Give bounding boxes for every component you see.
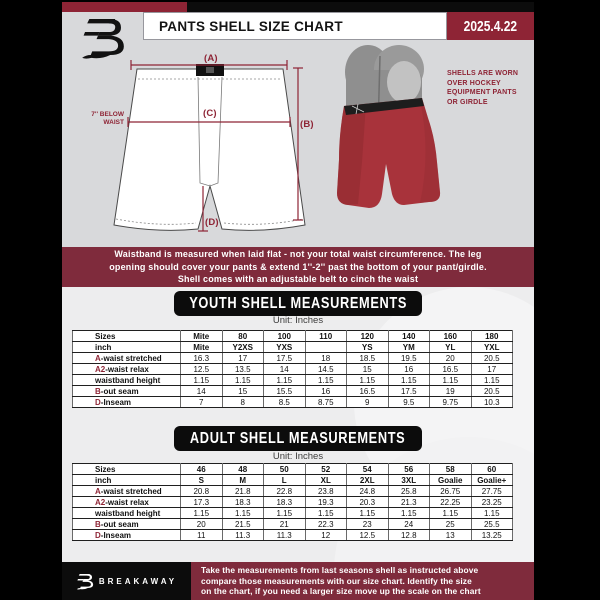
info-banner	[62, 247, 534, 287]
text-line: WAIST	[103, 119, 124, 126]
table-cell: 14.5	[305, 364, 347, 375]
table-cell: 23.8	[305, 486, 347, 497]
table-row	[73, 508, 513, 519]
table-cell: YXS	[264, 342, 306, 353]
table-cell: 13.5	[222, 364, 264, 375]
table-row	[73, 475, 513, 486]
table-row	[73, 331, 513, 342]
table-cell: 1.15	[388, 508, 430, 519]
diagram-section	[62, 40, 534, 247]
table-row	[73, 364, 513, 375]
table-cell: 8	[222, 397, 264, 408]
table-cell: YM	[388, 342, 430, 353]
label-B: (B)	[300, 119, 314, 130]
label-A: (A)	[204, 53, 218, 64]
table-cell: YXL	[471, 342, 513, 353]
table-cell: 12.8	[388, 530, 430, 541]
row-label: Sizes	[73, 331, 181, 342]
table-cell: 12.5	[181, 364, 223, 375]
table-cell: 9	[347, 397, 389, 408]
table-cell: 21.3	[388, 497, 430, 508]
text-line: OR GIRDLE	[447, 98, 488, 106]
table-cell: 21.8	[222, 486, 264, 497]
table-cell: 16	[305, 386, 347, 397]
table-cell: 21.5	[222, 519, 264, 530]
table-cell: 20.5	[471, 353, 513, 364]
table-cell: 17	[222, 353, 264, 364]
table-cell: Goalie+	[471, 475, 513, 486]
table-cell: 25.8	[388, 486, 430, 497]
table-cell: 23.25	[471, 497, 513, 508]
table-cell: 52	[305, 464, 347, 475]
table-cell: 140	[388, 331, 430, 342]
table-cell: Goalie	[430, 475, 472, 486]
adult-heading-text: ADULT SHELL MEASUREMENTS	[190, 429, 406, 447]
table-cell: S	[181, 475, 223, 486]
table-cell: 22.3	[305, 519, 347, 530]
text-line: compare those measurements with our size chart. Identify the size	[201, 575, 472, 586]
row-label: A-waist stretched	[73, 353, 181, 364]
table-cell: 10.3	[471, 397, 513, 408]
page-title-text: PANTS SHELL SIZE CHART	[159, 18, 343, 34]
table-cell: 160	[430, 331, 472, 342]
table-cell: 20.5	[471, 386, 513, 397]
table-cell: 11.3	[264, 530, 306, 541]
text-line: opening should cover your pants & extend 1''-2'' past the bottom of your pant/girdle.	[109, 261, 487, 272]
table-cell: 54	[347, 464, 389, 475]
table-cell: 56	[388, 464, 430, 475]
table-cell: 20	[181, 519, 223, 530]
table-cell: M	[222, 475, 264, 486]
label-C: (C)	[203, 108, 217, 119]
table-cell: 8.5	[264, 397, 306, 408]
adult-unit-label: Unit: Inches	[272, 451, 324, 462]
text-line: on the chart, if you need a larger size move up the scale on the chart	[201, 586, 481, 597]
accent-letter: B	[95, 519, 101, 529]
table-cell: 25	[430, 519, 472, 530]
table-cell: 80	[222, 331, 264, 342]
table-cell: 22.8	[264, 486, 306, 497]
accent-letter: B	[95, 386, 101, 396]
table-cell: 60	[471, 464, 513, 475]
header-bar	[62, 12, 534, 40]
youth-measurements-table	[72, 330, 513, 408]
table-cell: 24.8	[347, 486, 389, 497]
table-cell: 17	[471, 364, 513, 375]
row-label: D-Inseam	[73, 530, 181, 541]
table-cell: 18.3	[264, 497, 306, 508]
table-cell: 27.75	[471, 486, 513, 497]
row-label: A2-waist relax	[73, 364, 181, 375]
table-cell: 46	[181, 464, 223, 475]
breakaway-b-icon	[76, 572, 94, 590]
label-D: (D)	[205, 217, 219, 228]
text-line: Take the measurements from last seasons shell as instructed above	[201, 564, 479, 575]
table-cell: 15.5	[264, 386, 306, 397]
text-line: Waistband is measured when laid flat - not your total waist circumference. The leg	[114, 249, 482, 260]
table-cell: 20.8	[181, 486, 223, 497]
table-cell: Mite	[181, 342, 223, 353]
brand-name: BREAKAWAY	[98, 576, 178, 586]
row-label: A-waist stretched	[73, 486, 181, 497]
below-waist-note	[84, 111, 124, 127]
row-label: inch	[73, 342, 181, 353]
table-cell: 1.15	[305, 375, 347, 386]
table-cell: 17.5	[264, 353, 306, 364]
table-cell: 180	[471, 331, 513, 342]
table-cell: 3XL	[388, 475, 430, 486]
table-cell: 1.15	[222, 375, 264, 386]
table-cell: 22.25	[430, 497, 472, 508]
shell-note	[447, 69, 527, 107]
table-cell: 1.15	[264, 375, 306, 386]
table-cell: 11.3	[222, 530, 264, 541]
table-cell: 1.15	[347, 508, 389, 519]
table-cell: 15	[222, 386, 264, 397]
table-cell: 12	[305, 530, 347, 541]
table-row	[73, 397, 513, 408]
table-cell: 19.5	[388, 353, 430, 364]
youth-heading-text: YOUTH SHELL MEASUREMENTS	[189, 294, 407, 312]
accent-letter: A	[95, 353, 101, 363]
text-line: EQUIPMENT PANTS	[447, 89, 517, 96]
table-cell: 1.15	[222, 508, 264, 519]
table-row	[73, 530, 513, 541]
row-label: D-Inseam	[73, 397, 181, 408]
table-cell: 7	[181, 397, 223, 408]
table-cell: 48	[222, 464, 264, 475]
table-cell: 1.15	[181, 508, 223, 519]
table-cell: 1.15	[388, 375, 430, 386]
table-cell: 24	[388, 519, 430, 530]
table-cell: 19.3	[305, 497, 347, 508]
table-cell: 12.5	[347, 530, 389, 541]
table-row	[73, 353, 513, 364]
row-label: B-out seam	[73, 386, 181, 397]
accent-letter: A	[95, 486, 101, 496]
text-line: OVER HOCKEY	[447, 79, 501, 87]
top-strip-black	[187, 2, 534, 12]
table-cell: 26.75	[430, 486, 472, 497]
text-line: SHELLS ARE WORN	[447, 70, 519, 77]
table-row	[73, 342, 513, 353]
table-cell: YS	[347, 342, 389, 353]
adult-measurements-table	[72, 463, 513, 541]
youth-section-heading	[174, 291, 422, 316]
text-line: Shell comes with an adjustable belt to cinch the waist	[177, 274, 419, 285]
footer-brand	[62, 562, 191, 600]
table-cell: 20	[430, 353, 472, 364]
table-cell: 17.3	[181, 497, 223, 508]
measurements-area	[62, 287, 534, 600]
table-cell: 110	[305, 331, 347, 342]
accent-letter: A2	[95, 497, 106, 507]
footer	[62, 562, 534, 600]
table-cell: Y2XS	[222, 342, 264, 353]
table-cell: 2XL	[347, 475, 389, 486]
table-cell: 23	[347, 519, 389, 530]
table-cell: 25.5	[471, 519, 513, 530]
table-row	[73, 486, 513, 497]
table-cell: 100	[264, 331, 306, 342]
top-strip-maroon	[62, 2, 187, 12]
youth-unit-label: Unit: Inches	[272, 315, 324, 326]
table-cell: 16.5	[430, 364, 472, 375]
date-text: 2025.4.22	[463, 17, 518, 35]
table-cell: 1.15	[181, 375, 223, 386]
table-cell: 1.15	[264, 508, 306, 519]
table-cell: 1.15	[430, 508, 472, 519]
table-cell: 17.5	[388, 386, 430, 397]
table-row	[73, 464, 513, 475]
hockey-shell-photo	[336, 42, 456, 224]
table-cell: 11	[181, 530, 223, 541]
accent-letter: D	[95, 397, 101, 407]
table-cell: 16.5	[347, 386, 389, 397]
table-row	[73, 519, 513, 530]
table-cell: 18	[305, 353, 347, 364]
table-cell: 16	[388, 364, 430, 375]
table-row	[73, 497, 513, 508]
table-cell: 1.15	[430, 375, 472, 386]
table-row	[73, 386, 513, 397]
table-cell: 14	[181, 386, 223, 397]
breakaway-b-icon	[80, 14, 126, 60]
table-cell	[305, 342, 347, 353]
table-cell: 20.3	[347, 497, 389, 508]
text-line: 7'' BELOW	[91, 111, 124, 118]
table-cell: 1.15	[471, 375, 513, 386]
table-cell: YL	[430, 342, 472, 353]
table-cell: 120	[347, 331, 389, 342]
row-label: B-out seam	[73, 519, 181, 530]
table-cell: L	[264, 475, 306, 486]
row-label: waistband height	[73, 375, 181, 386]
table-cell: 18.3	[222, 497, 264, 508]
table-cell: 9.5	[388, 397, 430, 408]
table-cell: 1.15	[471, 508, 513, 519]
table-cell: 15	[347, 364, 389, 375]
table-cell: 50	[264, 464, 306, 475]
table-cell: 14	[264, 364, 306, 375]
table-cell: 1.15	[305, 508, 347, 519]
table-cell: 13	[430, 530, 472, 541]
table-cell: 19	[430, 386, 472, 397]
table-cell: 18.5	[347, 353, 389, 364]
row-label: A2-waist relax	[73, 497, 181, 508]
table-cell: Mite	[181, 331, 223, 342]
row-label: Sizes	[73, 464, 181, 475]
footer-note	[191, 562, 534, 600]
page	[62, 0, 534, 600]
table-cell: 58	[430, 464, 472, 475]
table-cell: 1.15	[347, 375, 389, 386]
table-cell: 9.75	[430, 397, 472, 408]
table-cell: 8.75	[305, 397, 347, 408]
date-badge	[447, 12, 534, 40]
top-strip	[62, 2, 534, 12]
table-row	[73, 375, 513, 386]
page-title	[143, 12, 447, 40]
table-cell: 13.25	[471, 530, 513, 541]
adult-section-heading	[174, 426, 422, 451]
row-label: waistband height	[73, 508, 181, 519]
table-cell: 16.3	[181, 353, 223, 364]
table-cell: XL	[305, 475, 347, 486]
table-cell: 21	[264, 519, 306, 530]
accent-letter: A2	[95, 364, 106, 374]
accent-letter: D	[95, 530, 101, 540]
row-label: inch	[73, 475, 181, 486]
